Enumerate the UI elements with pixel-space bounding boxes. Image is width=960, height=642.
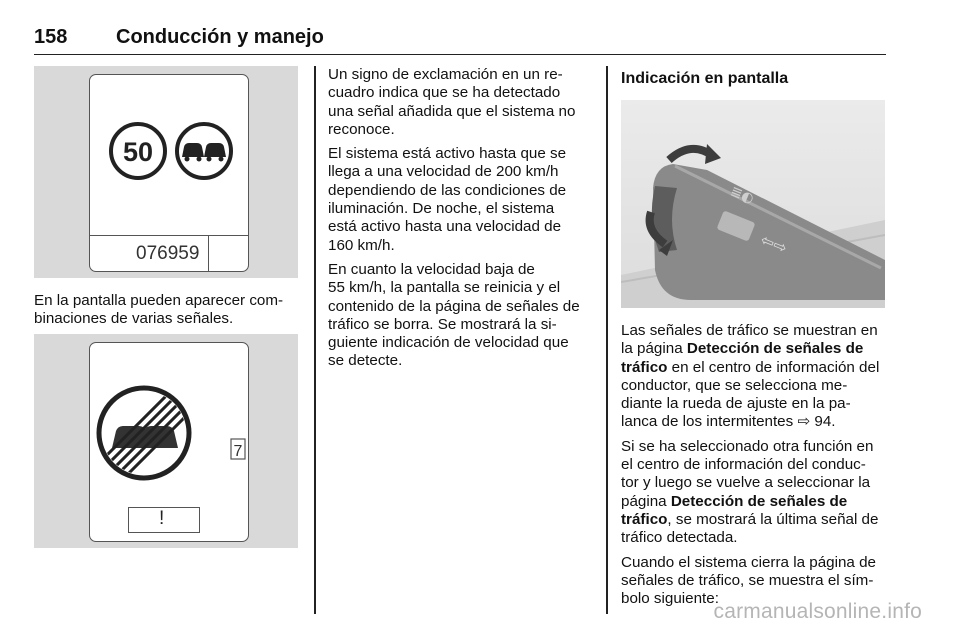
figure-turn-signal-lever — [621, 100, 885, 308]
chapter-title: Conducción y manejo — [116, 26, 324, 48]
speed-limit-sign-icon — [90, 75, 250, 215]
speed-limit-value: 50 — [122, 137, 154, 167]
col2-paragraph-1: Un signo de exclamación en un re- cuadro indica que se ha detectado una señal añadida que el sistema no reconoce. — [328, 66, 576, 138]
col3-text — [621, 322, 889, 614]
col3-paragraph-1: Las señales de tráfico se muestran en la página Detección de señales de tráfico en el centro de información del conductor, que se selecciona me- diante la rueda de ajuste en la pa- lanca de los intermitentes ⇨ 94. — [621, 322, 880, 431]
lever-symbol-icon: ≣◐ — [727, 183, 757, 208]
col1-paragraph: En la pantalla pueden aparecer com- binaciones de varias señales. — [34, 292, 284, 328]
page-ref-icon: ⇨ — [797, 413, 811, 431]
exclamation-mark: ! — [159, 508, 165, 529]
col3-paragraph-3: Cuando el sistema cierra la página de señales de tráfico, se muestra el sím- bolo siguiente: — [621, 553, 876, 608]
menu-name-traffic-sign: Detección de señales de tráfico — [621, 340, 864, 376]
menu-name-traffic-sign-2: Detección de señales de tráfico — [621, 492, 848, 528]
column-divider-1 — [314, 66, 316, 614]
col3-paragraph-2: Si se ha seleccionado otra función en el centro de información del conduc- tor y luego se vuelve a seleccionar la página Detección de señales de tráfico, se mostrará la última señal de tráfico detectada. — [621, 437, 879, 547]
col1-text — [34, 292, 298, 335]
page-number: 158 — [34, 26, 68, 48]
sign-code-text: 076959 — [136, 243, 200, 264]
watermark: carmanualsonline.info — [713, 600, 922, 623]
figure-end-overtaking — [34, 334, 298, 548]
rotate-up-arrow-icon — [705, 144, 721, 164]
col3-heading-wrap — [621, 70, 887, 94]
figure-speed-limit — [34, 66, 298, 278]
small-sign-number: 7 — [233, 443, 243, 460]
sign-panel-2 — [89, 342, 249, 542]
page-header — [34, 26, 886, 55]
col2-text — [328, 66, 596, 377]
col2-paragraph-2: El sistema está activo hasta que se llega a una velocidad de 200 km/h dependiendo de las condiciones de iluminación. De noche, el sistema está activo hasta una velocidad de 160 km/h. — [328, 145, 567, 254]
col2-paragraph-3: En cuanto la velocidad baja de 55 km/h, la pantalla se reinicia y el contenido de la página de señales de tráfico se borra. Se mostrará la si- guiente indicación de velocidad que se detecte. — [328, 260, 580, 370]
sign-panel — [89, 74, 249, 272]
lever-arrows-icon: ⇦⇨ — [757, 229, 790, 258]
turn-signal-lever-icon — [621, 100, 885, 308]
column-divider-2 — [606, 66, 608, 614]
section-heading: Indicación en pantalla — [621, 70, 789, 87]
